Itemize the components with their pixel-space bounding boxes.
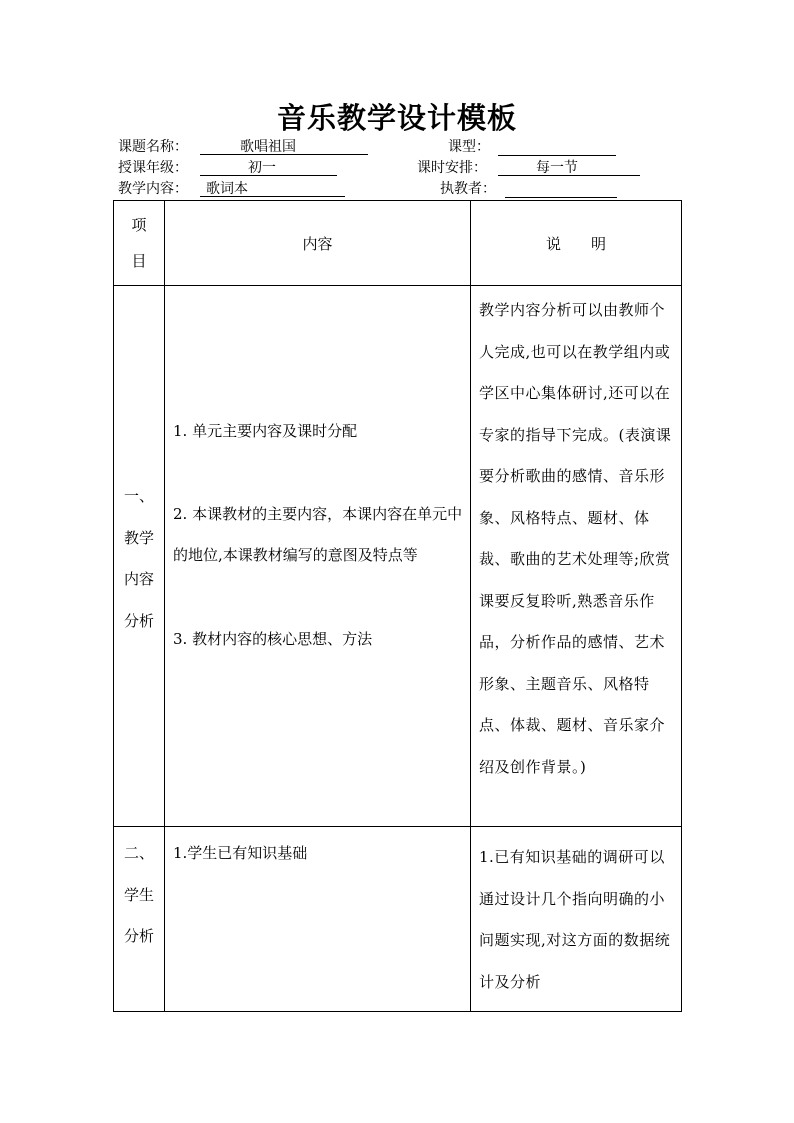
content-field[interactable]: 歌词本 [200,180,345,197]
page-title: 音乐教学设计模板 [276,101,517,135]
row2-item-cell [114,827,165,1012]
row1-item-line: 教学 [123,528,154,547]
row1-item-cell [114,286,165,827]
row2-explanation-cell: 1.已有知识基础的调研可以通过设计几个指向明确的小问题实现,对这方面的数据统计及分析 [471,827,682,1012]
row1-content-item: 3. 教材内容的核心思想、方法 [173,629,373,648]
lesson-name-field[interactable]: 歌唱祖国 [200,138,368,155]
teacher-field[interactable] [505,180,617,198]
content-label: 教学内容： [118,181,188,197]
row2-content-cell [165,827,471,1012]
row1-item-line: 一、 [123,487,154,505]
row1-item-line: 分析 [123,611,154,630]
row1-item-line: 内容 [123,570,154,588]
grade-label: 授课年级： [118,160,188,176]
teacher-label: 执教者： [440,181,496,197]
schedule-field[interactable]: 每一节 [498,159,640,176]
header-explanation-cell: 说 明 [471,201,682,286]
row1-content-item: 1. 单元主要内容及课时分配 [173,422,358,440]
lesson-plan-table [113,200,682,1012]
table-row [114,286,682,827]
row2-item-line: 二、 [123,844,154,862]
row1-content-item: 2. 本课教材的主要内容，本课内容在单元中的地位,本课教材编写的意图及特点等 [173,504,463,564]
header-item-line2: 目 [131,252,147,270]
grade-field[interactable]: 初一 [200,159,337,176]
table-header-row [114,201,682,286]
table-row [114,827,682,1012]
lesson-type-field[interactable] [498,138,616,156]
header-content-cell: 内容 [165,201,471,286]
lesson-type-label: 课型： [448,139,490,155]
row2-content-item: 1.学生已有知识基础 [173,844,308,862]
lesson-name-label: 课题名称： [118,139,188,155]
row2-item-line: 分析 [123,927,154,945]
row1-content-cell [165,286,471,827]
row1-explanation-cell: 教学内容分析可以由教师个人完成,也可以在教学组内或学区中心集体研讨,还可以在专家的指导下完成。(表演课要分析歌曲的感情、音乐形象、风格特点、题材、体裁、歌曲的艺术处理等;欣赏课要反复聆听,熟悉音乐作品，分析作品的感情、艺术形象、主题音乐、风格特点、体裁、题材、音乐家介绍及创作背景。) [471,286,682,827]
row2-item-line: 学生 [123,885,154,904]
header-item-cell [114,201,165,286]
schedule-label: 课时安排： [417,160,487,176]
header-item-line1: 项 [131,216,147,234]
